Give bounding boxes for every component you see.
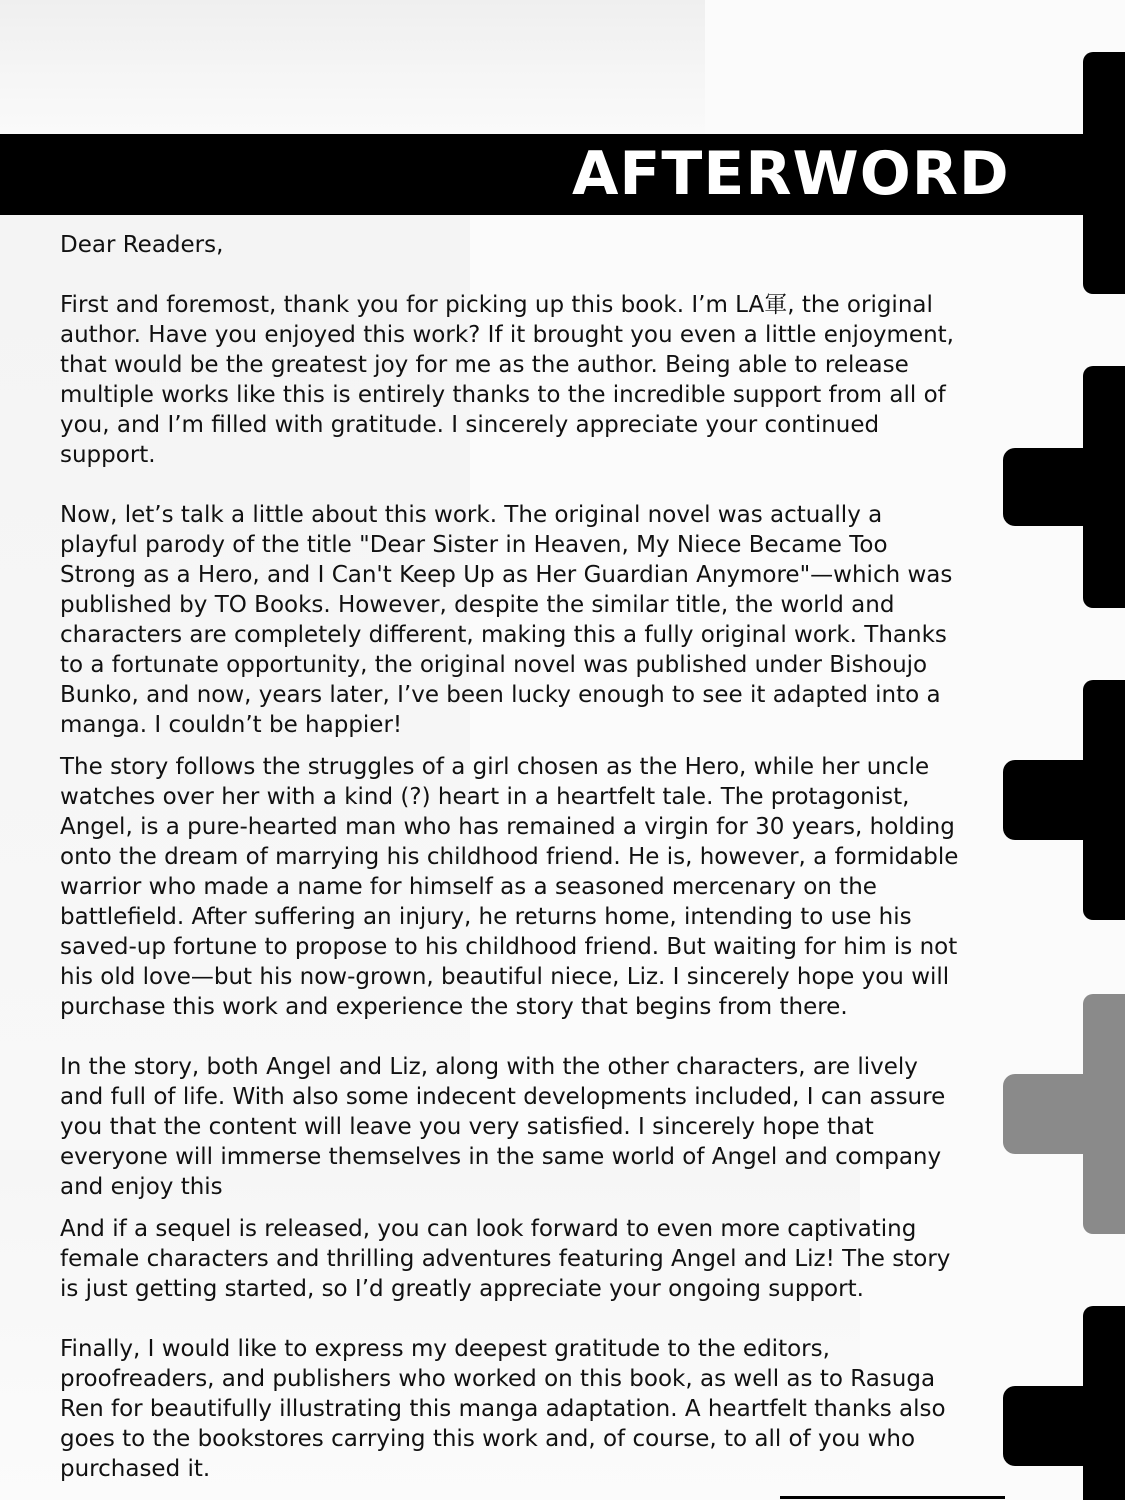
letter-body — [60, 230, 960, 1484]
footer-rule — [780, 1496, 1005, 1499]
background-art-top — [0, 0, 705, 134]
edge-tab-5-lip — [1003, 1386, 1125, 1466]
edge-tab-1-lip — [1079, 134, 1125, 215]
edge-tab-2-lip — [1003, 448, 1125, 526]
paragraph: And if a sequel is released, you can look forward to even more captivating female characters and thrilling adventures featuring Angel and Liz! The story is just getting started, so I’d greatly appreciate your ongoing support. — [60, 1216, 951, 1302]
page-title: AFTERWORD — [572, 139, 1010, 209]
paragraph: In the story, both Angel and Liz, along with the other characters, are lively and full of life. With also some indecent developments included, I can assure you that the content will leave you very satisfied. I sincerely hope that everyone will immerse themselves in the same world of Angel and company and enjoy this — [60, 1054, 946, 1200]
edge-tab-3-lip — [1003, 760, 1125, 840]
edge-tab-4-lip — [1003, 1074, 1125, 1154]
paragraph: The story follows the struggles of a girl chosen as the Hero, while her uncle watches over her with a kind (?) heart in a heartfelt tale. The protagonist, Angel, is a pure-hearted man who has remained a virgin for 30 years, holding onto the dream of marrying his childhood friend. He is, however, a formidable warrior who made a name for himself as a seasoned mercenary on the battlefield. After suffering an injury, he returns home, intending to use his saved-up fortune to propose to his childhood friend. But waiting for him is not his old love—but his now-grown, beautiful niece, Liz. I sincerely hope you will purchase this work and experience the story that begins from there. — [60, 754, 959, 1020]
salutation: Dear Readers, — [60, 232, 224, 258]
paragraph: Finally, I would like to express my deepest gratitude to the editors, proofreaders, and publishers who worked on this book, as well as to Rasuga Ren for beautifully illustrating this manga adaptation. A heartfelt thanks also goes to the bookstores carrying this work and, of course, to all of you who purchased it. — [60, 1336, 946, 1482]
paragraph: First and foremost, thank you for picking up this book. I’m LA軍, the original author. Have you enjoyed this work? If it brought you even a little enjoyment, that would be the greatest joy for me as the author. Being able to release multiple works like this is entirely thanks to the incredible support from all of you, and I’m filled with gratitude. I sincerely appreciate your continued support. — [60, 292, 954, 468]
paragraph: Now, let’s talk a little about this work. The original novel was actually a playful parody of the title "Dear Sister in Heaven, My Niece Became Too Strong as a Hero, and I Can't Keep Up as Her Guardian Anymore"—which was published by TO Books. However, despite the similar title, the world and characters are completely different, making this a fully original work. Thanks to a fortunate opportunity, the original novel was published under Bishoujo Bunko, and now, years later, I’ve been lucky enough to see it adapted into a manga. I couldn’t be happier! — [60, 502, 953, 738]
